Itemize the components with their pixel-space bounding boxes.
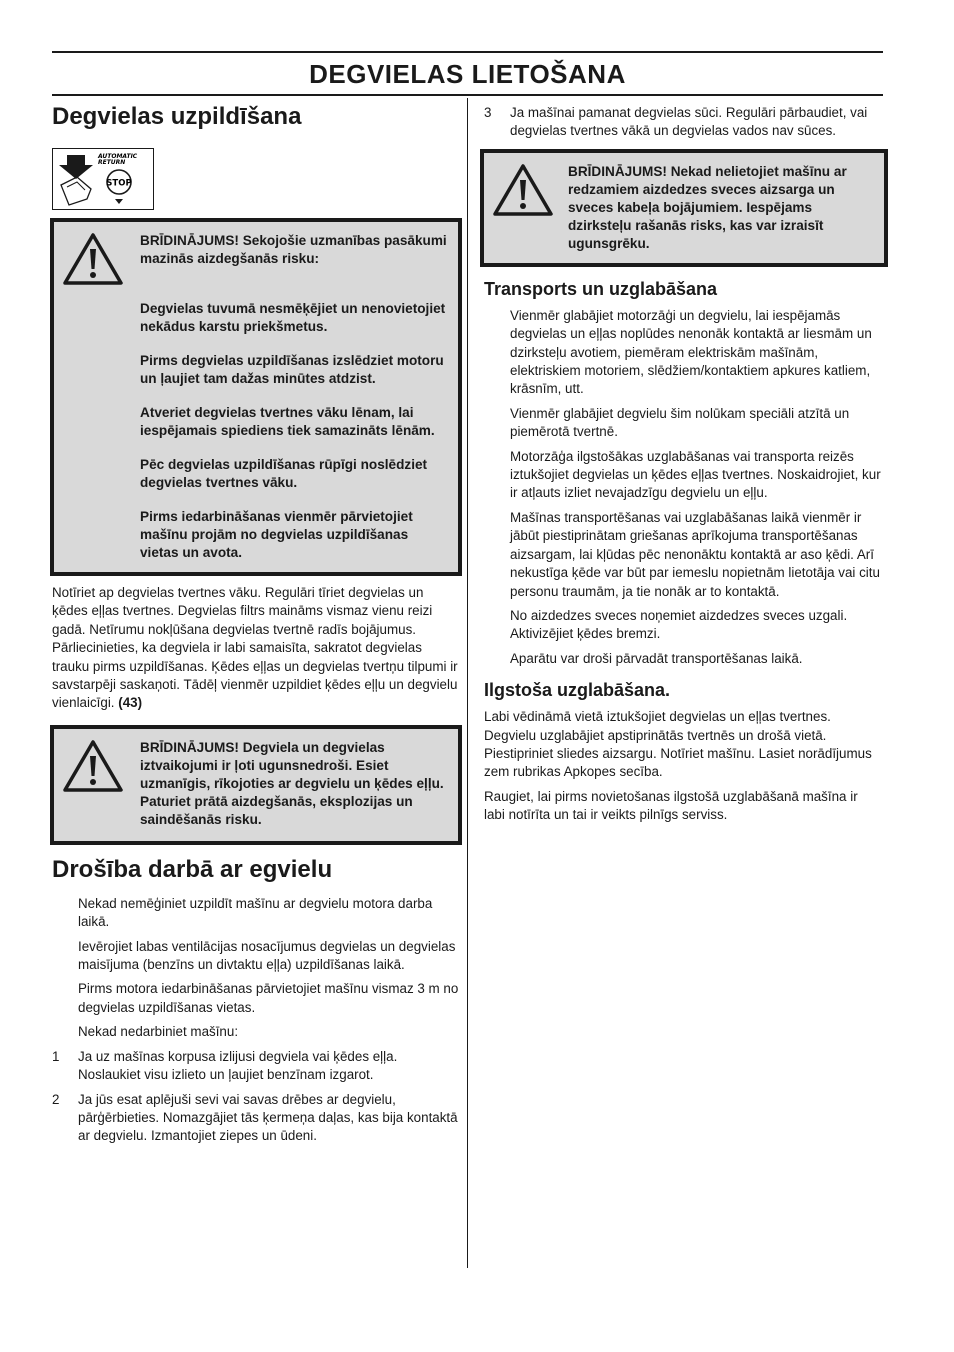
left-column xyxy=(52,100,460,1152)
warning-flammable-text: BRĪDINĀJUMS! Degviela un degvielas iztvaikojumi ir ļoti ugunsnedroši. Esiet uzmanīgis, rīkojoties ar degvielu un ķēdes eļļu. Paturiet prātā aizdegšanās, eksplozijas un saindēšanās risku. xyxy=(140,739,444,827)
figure-reference: (43) xyxy=(118,695,143,711)
transport-paragraph: Aparātu var droši pārvadāt transportēšanas laikā. xyxy=(510,650,803,666)
safety-paragraph: Nekad nemēģiniet uzpildīt mašīnu ar degvielu motora darba laikā. xyxy=(78,895,433,930)
transport-paragraph: Mašīnas transportēšanas vai uzglabāšanas laikā vienmēr ir jābūt piestiprinātam griešanas aprīkojuma transportēšanas aizsargam, lai kļūdas pēc nenonāktu kontaktā ar aso ķēdi. Arī nekustīga ķēde var būt par iemeslu nopietnām lietotāja vai citu personu traumām, ja tie nonāk ar to kontaktā. xyxy=(510,509,880,599)
transport-heading: Transports un uzglabāšana xyxy=(484,278,718,299)
header-bottom-rule xyxy=(52,94,883,96)
safety-paragraph: Ievērojiet labas ventilācijas nosacījumus degvielas un degvielas maisījuma (benzīns un divtaktu eļļa) uzpildīšanas laikā. xyxy=(78,938,456,973)
cleaning-paragraph xyxy=(52,584,460,713)
pictogram-label-return: RETURN xyxy=(98,159,126,166)
list-text: Ja jūs esat aplējuši sevi vai savas drēbes ar degvielu, pārģērbieties. Nomazgājiet tās ķermeņa daļas, kas bija kontaktā ar degvielu. Izmantojiet ziepes un ūdeni. xyxy=(78,1091,458,1144)
fueling-heading: Degvielas uzpildīšana xyxy=(52,103,302,130)
warning-box-spark xyxy=(480,149,888,267)
storage-paragraph: Raugiet, lai pirms novietošanas ilgstošā uzglabāšanā mašīna ir labi notīrīta un tai ir veikts pilnīgs serviss. xyxy=(484,788,858,823)
stop-switch-pictogram xyxy=(52,148,154,210)
safety-heading: Drošība darbā ar egvielu xyxy=(52,855,333,883)
transport-paragraph: Vienmēr glabājiet motorzāģi un degvielu, lai iespējamās degvielas un eļļas noplūdes nenonāk kontaktā ar liesmām un dzirksteļu avotiem, piemēram elektriskām mašīnām, elektriskiem motoriem, slēdžiem/kontaktiem apkures katliem, krāsnīm, utt. xyxy=(510,307,872,397)
warning-item: Pirms degvielas uzpildīšanas izslēdziet motoru un ļaujiet tam dažas minūtes atdzist. xyxy=(140,353,444,386)
warning-box-fire-risk xyxy=(50,218,462,576)
cleaning-text: Notīriet ap degvielas tvertnes vāku. Regulāri tīriet degvielas un ķēdes eļļas tvertnes. Degvielas filtrs maināms vismaz vienu reizi gadā. Netīrumu nokļūšana degvielas tvertnē radīs bojājumus. Pārliecinieties, ka degviela ir labi samaisīta, sakratot degvielas trauku pirms uzpildīšanas. Ķēdes eļļas un degvielas tvertņu tilpumi ir savstarpēji saskaņoti. Tādēļ vienmēr uzpildiet ķēdes eļļu un degvielu vienlaicīgi. xyxy=(52,585,458,711)
pictogram-label-stop: STOP xyxy=(106,178,132,189)
list-item xyxy=(52,1048,460,1085)
list-number: 3 xyxy=(484,105,492,120)
warning-intro: BRĪDINĀJUMS! Sekojošie uzmanības pasākumi mazinās aizdegšanās risku: xyxy=(140,233,447,266)
warning-item: Pirms iedarbināšanas vienmēr pārvietojiet mašīnu projām no degvielas uzpildīšanas vietas un avota. xyxy=(140,509,413,560)
list-item xyxy=(484,104,882,141)
warning-item: Atveriet degvielas tvertnes vāku lēnam, lai iespējamais spiediens tiek samazināts lēnām. xyxy=(140,405,435,438)
warning-box-flammable xyxy=(50,725,462,845)
list-item xyxy=(52,1091,460,1146)
transport-paragraph: No aizdedzes sveces noņemiet aizdedzes sveces uzgali. Aktivizējiet ķēdes bremzi. xyxy=(510,607,848,642)
list-text: Ja mašīnai pamanat degvielas sūci. Regulāri pārbaudiet, vai degvielas tvertnes vākā un degvielas vados nav sūces. xyxy=(510,105,868,139)
long-term-storage-heading: Ilgstoša uzglabāšana. xyxy=(484,680,671,701)
list-text: Ja uz mašīnas korpusa izlijusi degviela vai ķēdes eļļa. Noslaukiet visu izlieto un ļaujiet benzīnam izgarot. xyxy=(78,1048,398,1083)
list-number: 2 xyxy=(52,1091,60,1107)
warning-spark-text: BRĪDINĀJUMS! Nekad nelietojiet mašīnu ar redzamiem aizdedzes sveces aizsarga un sveces kabeļa bojājumiem. Iespējams dzirksteļu rašanās risks, kas var izraisīt ugunsgrēku. xyxy=(568,163,847,251)
warning-item: Pēc degvielas uzpildīšanas rūpīgi noslēdziet degvielas tvertnes vāku. xyxy=(140,457,428,490)
safety-paragraph: Pirms motora iedarbināšanas pārvietojiet mašīnu vismaz 3 m no degvielas uzpildīšanas vietas. xyxy=(78,981,459,1015)
page-title: DEGVIELAS LIETOŠANA xyxy=(309,59,626,89)
safety-paragraph: Nekad nedarbiniet mašīnu: xyxy=(78,1024,239,1040)
warning-triangle-icon xyxy=(492,163,554,217)
right-column xyxy=(484,104,882,831)
warning-text xyxy=(140,232,458,562)
warning-item: Degvielas tuvumā nesmēķējiet un nenovietojiet nekādus karstu priekšmetus. xyxy=(140,301,446,334)
column-divider xyxy=(467,98,468,1268)
warning-text xyxy=(568,163,884,253)
warning-text xyxy=(140,739,458,829)
list-number: 1 xyxy=(52,1048,60,1064)
pictogram-label-auto: AUTOMATIC xyxy=(98,153,138,160)
warning-triangle-icon xyxy=(62,739,124,793)
transport-paragraph: Vienmēr glabājiet degvielu šim nolūkam speciāli atzītā un piemērotā tvertnē. xyxy=(510,405,850,440)
stop-switch-icon xyxy=(53,149,153,209)
header-top-rule xyxy=(52,51,883,53)
transport-paragraph: Motorzāģa ilgstošākas uzglabāšanas vai transporta reizēs iztukšojiet degvielas un ķēdes eļļas tvertnes. Noskaidrojiet, kur ir atļauts izliet nevajadzīgu degvielu un eļļu. xyxy=(510,448,881,501)
warning-triangle-icon xyxy=(62,232,124,286)
storage-paragraph: Labi vēdināmā vietā iztukšojiet degvielas un eļļas tvertnes. Degvielu uzglabājiet apstiprinātās tvertnēs un drošā vietā. Piestipriniet sliedes aizsargu. Notīriet mašīnu. Lasiet norādījumus zem rubrikas Apkopes secība. xyxy=(484,709,872,780)
